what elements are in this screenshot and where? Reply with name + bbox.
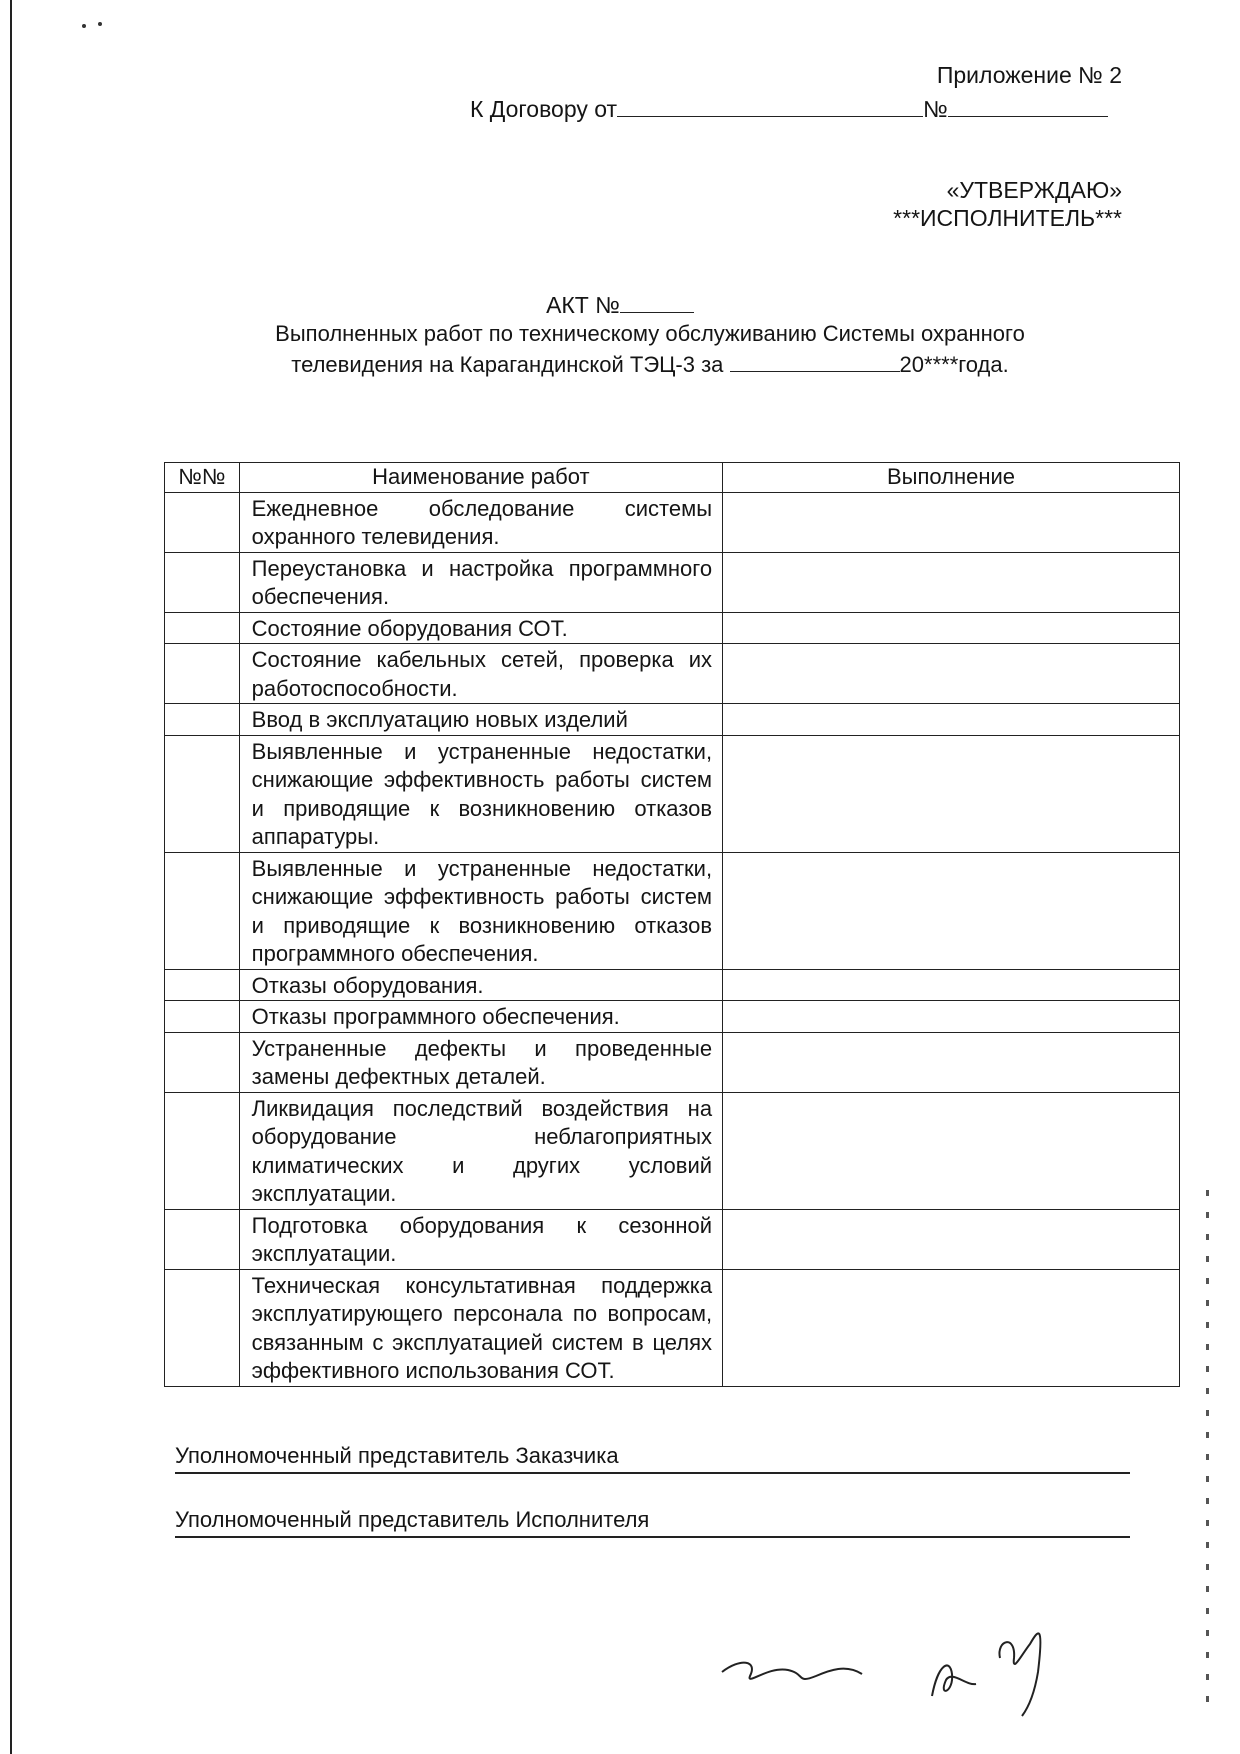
contract-date-blank bbox=[617, 96, 923, 117]
row-name: Состояние кабельных сетей, проверка их работоспособности. bbox=[239, 644, 722, 704]
row-number-cell bbox=[165, 492, 240, 552]
scan-edge-marks bbox=[1206, 1190, 1209, 1710]
row-number-cell bbox=[165, 1092, 240, 1209]
table-row bbox=[165, 969, 1180, 1001]
row-name: Ввод в эксплуатацию новых изделий bbox=[239, 704, 722, 736]
row-done-cell[interactable] bbox=[723, 704, 1180, 736]
executor-signature-line bbox=[175, 1507, 1130, 1538]
table-header-row bbox=[165, 463, 1180, 493]
row-number-cell bbox=[165, 1209, 240, 1269]
row-name: Выявленные и устраненные недостатки, снижающие эффективность работы систем и приводящие к возникновению отказов аппаратуры. bbox=[239, 735, 722, 852]
row-name: Ликвидация последствий воздействия на оборудование неблагоприятных климатических и других условий эксплуатации. bbox=[239, 1092, 722, 1209]
row-done-cell[interactable] bbox=[723, 852, 1180, 969]
row-number-cell bbox=[165, 612, 240, 644]
approval-block bbox=[893, 176, 1122, 232]
row-name: Отказы оборудования. bbox=[239, 969, 722, 1001]
act-subtitle bbox=[230, 318, 1070, 380]
period-prefix: телевидения на Карагандинской ТЭЦ-3 за bbox=[291, 352, 724, 377]
row-number-cell bbox=[165, 1001, 240, 1033]
row-number-cell bbox=[165, 644, 240, 704]
table-row bbox=[165, 1092, 1180, 1209]
header-name: Наименование работ bbox=[239, 463, 722, 493]
row-name: Отказы программного обеспечения. bbox=[239, 1001, 722, 1033]
table-row bbox=[165, 735, 1180, 852]
row-done-cell[interactable] bbox=[723, 1269, 1180, 1386]
row-number-cell bbox=[165, 852, 240, 969]
row-number-cell bbox=[165, 735, 240, 852]
row-name: Устраненные дефекты и проведенные замены дефектных деталей. bbox=[239, 1032, 722, 1092]
row-done-cell[interactable] bbox=[723, 612, 1180, 644]
table-row bbox=[165, 1001, 1180, 1033]
row-name: Переустановка и настройка программного обеспечения. bbox=[239, 552, 722, 612]
table-row bbox=[165, 1209, 1180, 1269]
executor-rep-label: Уполномоченный представитель Исполнителя bbox=[175, 1507, 1130, 1538]
row-name: Подготовка оборудования к сезонной эксплуатации. bbox=[239, 1209, 722, 1269]
row-name: Состояние оборудования СОТ. bbox=[239, 612, 722, 644]
scan-edge-line bbox=[10, 0, 12, 1754]
row-done-cell[interactable] bbox=[723, 735, 1180, 852]
header-number: №№ bbox=[165, 463, 240, 493]
table-row bbox=[165, 852, 1180, 969]
row-done-cell[interactable] bbox=[723, 644, 1180, 704]
customer-rep-label: Уполномоченный представитель Заказчика bbox=[175, 1443, 1130, 1474]
row-done-cell[interactable] bbox=[723, 1032, 1180, 1092]
scan-speck bbox=[82, 24, 86, 28]
row-name: Выявленные и устраненные недостатки, снижающие эффективность работы систем и приводящие к возникновению отказов программного обеспечения. bbox=[239, 852, 722, 969]
table-row bbox=[165, 552, 1180, 612]
row-done-cell[interactable] bbox=[723, 1092, 1180, 1209]
row-name: Ежедневное обследование системы охранного телевидения. bbox=[239, 492, 722, 552]
act-subtitle-line2 bbox=[230, 349, 1070, 380]
table-row bbox=[165, 1032, 1180, 1092]
act-title bbox=[0, 292, 1240, 319]
table-row bbox=[165, 644, 1180, 704]
contract-number-label: № bbox=[923, 96, 948, 122]
header-done: Выполнение bbox=[723, 463, 1180, 493]
act-subtitle-line1: Выполненных работ по техническому обслуживанию Системы охранного bbox=[275, 321, 1025, 346]
row-name: Техническая консультативная поддержка эксплуатирующего персонала по вопросам, связанным с эксплуатацией систем в целях эффективного использования СОТ. bbox=[239, 1269, 722, 1386]
table-row bbox=[165, 492, 1180, 552]
period-blank bbox=[730, 353, 900, 372]
row-number-cell bbox=[165, 704, 240, 736]
contract-number-blank bbox=[948, 96, 1108, 117]
appendix-label: Приложение № 2 bbox=[936, 62, 1122, 88]
row-done-cell[interactable] bbox=[723, 552, 1180, 612]
customer-signature-line bbox=[175, 1443, 1130, 1474]
period-suffix: 20****года. bbox=[899, 352, 1009, 377]
row-number-cell bbox=[165, 552, 240, 612]
act-number-blank bbox=[620, 294, 694, 313]
row-done-cell[interactable] bbox=[723, 969, 1180, 1001]
table-row bbox=[165, 704, 1180, 736]
contract-prefix: К Договору от bbox=[470, 96, 618, 122]
table-row bbox=[165, 612, 1180, 644]
row-done-cell[interactable] bbox=[723, 492, 1180, 552]
row-number-cell bbox=[165, 1269, 240, 1386]
works-table bbox=[164, 462, 1180, 1387]
executor-label: ***ИСПОЛНИТЕЛЬ*** bbox=[893, 205, 1122, 231]
row-done-cell[interactable] bbox=[723, 1209, 1180, 1269]
scan-speck bbox=[98, 22, 102, 26]
contract-reference bbox=[470, 96, 1108, 123]
row-done-cell[interactable] bbox=[723, 1001, 1180, 1033]
handwritten-signatures bbox=[700, 1600, 1100, 1720]
approve-label: «УТВЕРЖДАЮ» bbox=[946, 177, 1122, 203]
act-title-text: АКТ № bbox=[546, 292, 620, 318]
table-row bbox=[165, 1269, 1180, 1386]
row-number-cell bbox=[165, 969, 240, 1001]
row-number-cell bbox=[165, 1032, 240, 1092]
